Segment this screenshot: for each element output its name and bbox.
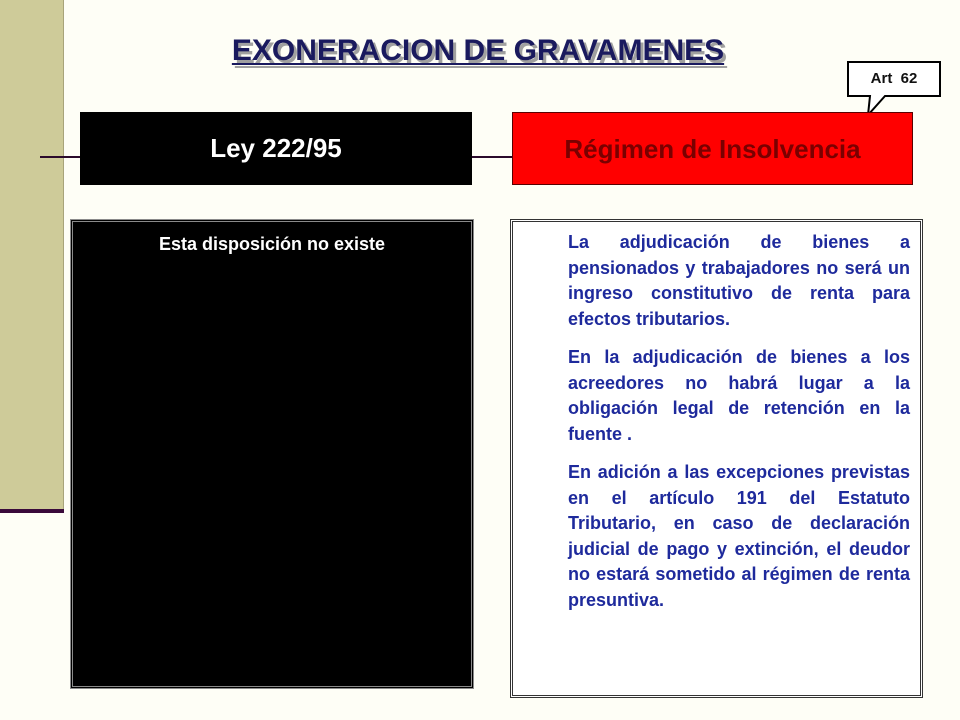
right-paragraph: La adjudicación de bienes a pensionados y trabajadores no será un ingreso constitutivo de renta para efectos tributarios. [568,232,910,329]
middle-connector-line [472,156,512,158]
slide-sidebar-band [0,0,64,509]
slide-title: EXONERACION DE GRAVAMENES [231,34,725,67]
ley-header-box: Ley 222/95 [80,112,472,185]
left-content-panel [70,219,474,689]
regimen-header-box: Régimen de Insolvencia [512,112,913,185]
article-callout-label: Art 62 [870,70,918,87]
sidebar-accent-rule [0,509,64,513]
left-panel-text: Esta disposición no existe [158,234,386,254]
left-connector-line [40,156,80,158]
right-content-panel [510,219,923,698]
right-paragraph: En la adjudicación de bienes a los acreedores no habrá lugar a la obligación legal de retención en la fuente . [568,347,910,444]
right-paragraph: En adición a las excepciones previstas en el artículo 191 del Estatuto Tributario, en caso de declaración judicial de pago y extinción, el deudor no estará sometido al régimen de renta presuntiva. [568,462,910,610]
